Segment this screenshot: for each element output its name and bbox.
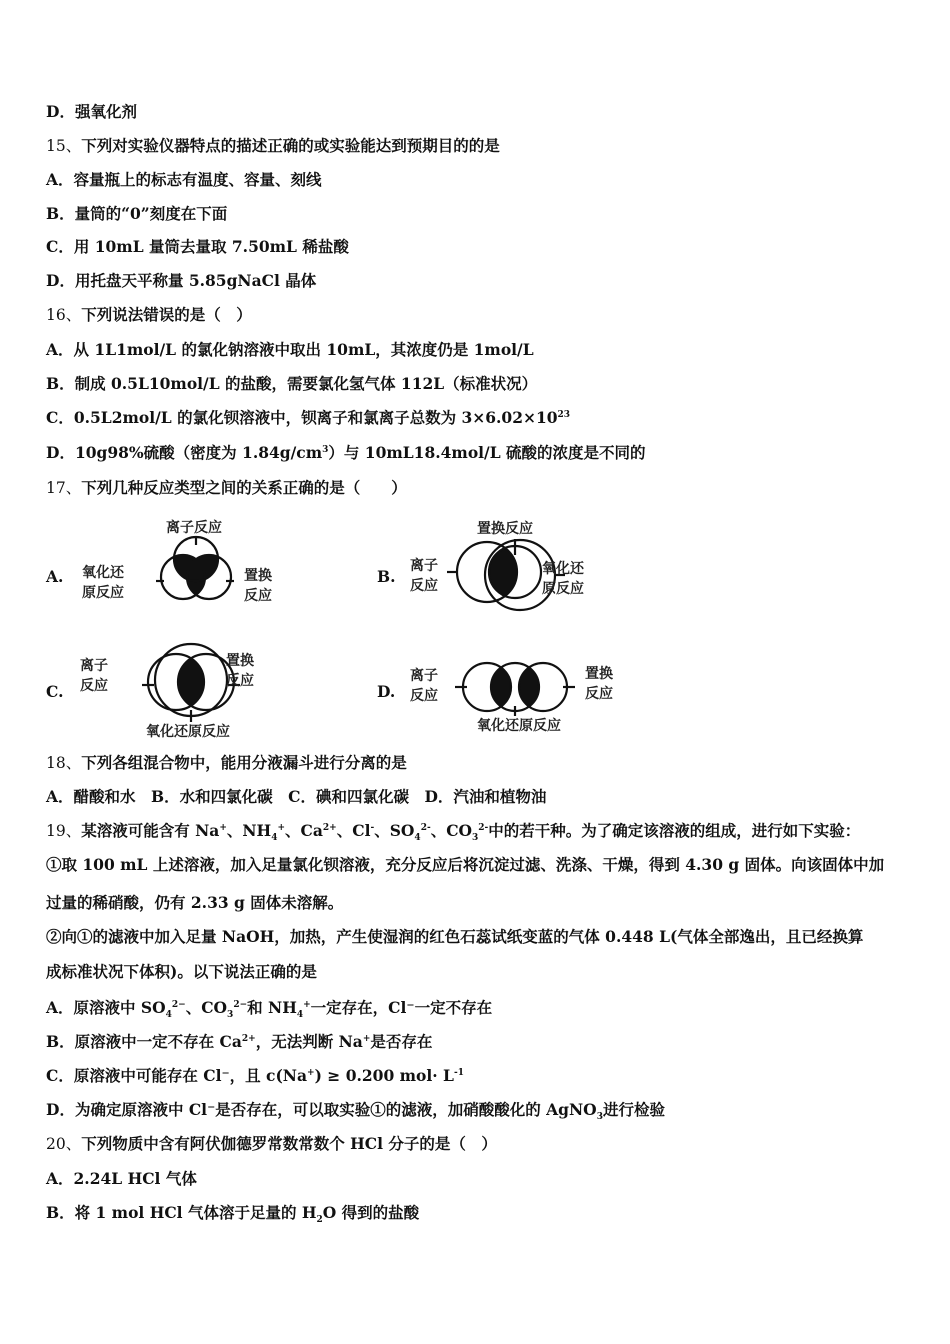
venn-diagram-b bbox=[407, 515, 647, 615]
superscript: 2+ bbox=[322, 822, 337, 833]
label-ion-reaction: 离子 bbox=[80, 658, 108, 674]
question-number: 18、 bbox=[46, 754, 82, 772]
text-line: ①取 100 mL 上述溶液，加入足量氯化钡溶液，充分反应后将沉淀过滤、洗涤、干燥，得到 4.30 g 固体。向该固体中加 bbox=[46, 855, 885, 874]
question-stem: 18、下列各组混合物中，能用分液漏斗进行分离的是 bbox=[46, 753, 407, 772]
text-line: A．原溶液中 $SO_4^{2-}$、$CO_3^{2-}$和 $NH_4^+$一定存在，Cl⁻一定不存在 bbox=[46, 998, 493, 1021]
superscript: 3 bbox=[322, 444, 329, 455]
question-stem: 20、下列物质中含有阿伏伽德罗常数常数个 HCl 分子的是（ ） bbox=[46, 1134, 497, 1153]
superscript: -1 bbox=[453, 1067, 464, 1078]
label-ion-reaction: 离子 bbox=[410, 558, 438, 574]
superscript: 2− bbox=[171, 999, 186, 1010]
subscript: 4 bbox=[165, 1010, 172, 1021]
question-number: 15、 bbox=[46, 137, 82, 155]
text-line: D．用托盘天平称量 5.85gNaCl 晶体 bbox=[46, 271, 317, 290]
superscript: + bbox=[303, 999, 311, 1010]
label-ion-reaction: 离子 bbox=[410, 668, 438, 684]
subscript: 3 bbox=[596, 1112, 603, 1123]
venn-diagram-c bbox=[76, 640, 296, 740]
option-label: B. bbox=[377, 567, 396, 586]
text-line: A．醋酸和水 B．水和四氯化碳 C．碘和四氯化碳 D．汽油和植物油 bbox=[46, 787, 547, 806]
superscript: + bbox=[307, 1067, 315, 1078]
text-line: C．0.5L2mol/L 的氯化钡溶液中，钡离子和氯离子总数为 $3\times 6.02\times 10^{23}$ bbox=[46, 408, 571, 427]
subscript: 4 bbox=[271, 833, 278, 844]
label-substitution: 置换反应 bbox=[477, 521, 533, 537]
subscript: 4 bbox=[414, 833, 421, 844]
superscript: 2+ bbox=[241, 1033, 256, 1044]
superscript: + bbox=[219, 822, 227, 833]
label-substitution: 置换 bbox=[244, 568, 272, 584]
superscript: + bbox=[277, 822, 286, 833]
question-stem: 16、下列说法错误的是（ ） bbox=[46, 305, 252, 324]
label-redox: 氧化还 bbox=[542, 561, 584, 577]
label-substitution: 置换 bbox=[585, 666, 613, 682]
superscript: - bbox=[370, 822, 375, 833]
label-redox: 原反应 bbox=[542, 581, 584, 597]
superscript: 2- bbox=[420, 822, 431, 833]
label-redox: 氧化还 bbox=[82, 565, 124, 581]
text-line: B．原溶液中一定不存在 $Ca^{2+}$，无法判断 Na+是否存在 bbox=[46, 1032, 433, 1051]
subscript: 3 bbox=[227, 1010, 234, 1021]
text-line: B．量筒的“0”刻度在下面 bbox=[46, 204, 228, 223]
label-substitution: 反应 bbox=[585, 686, 613, 702]
text-line: A．容量瓶上的标志有温度、容量、刻线 bbox=[46, 170, 322, 189]
label-redox: 氧化还原反应 bbox=[477, 718, 561, 734]
label-substitution: 反应 bbox=[226, 673, 254, 689]
question-stem: 19、某溶液可能含有 Na+、$NH_4^+$、$Ca^{2+}$、Cl-、$SO_4^{2-}$、$CO_3^{2-}$中的若干种。为了确定该溶液的组成，进行如下实验： bbox=[46, 821, 861, 844]
diagram-option-c bbox=[46, 640, 346, 760]
venn-diagram-d bbox=[407, 640, 647, 740]
question-number: 17、 bbox=[46, 479, 82, 497]
label-redox: 原反应 bbox=[82, 585, 124, 601]
diagram-option-b bbox=[377, 515, 677, 635]
text-line: C．原溶液中可能存在 Cl⁻，且 c(Na+) ≥ 0.200 $mol\cdot L^{-1}$ bbox=[46, 1066, 464, 1085]
question-number: 20、 bbox=[46, 1135, 82, 1153]
text-line: A．2.24L HCl 气体 bbox=[46, 1169, 197, 1188]
option-label: C. bbox=[46, 682, 64, 701]
superscript: 23 bbox=[557, 409, 571, 420]
option-label: D. bbox=[377, 682, 396, 701]
superscript: + bbox=[362, 1033, 371, 1044]
label-substitution: 置换 bbox=[226, 653, 254, 669]
label-ion-reaction: 离子反应 bbox=[166, 520, 222, 536]
venn-diagram-a bbox=[76, 515, 296, 615]
text-line: ②向①的滤液中加入足量 NaOH，加热，产生使湿润的红色石蕊试纸变蓝的气体 0.448 L(气体全部逸出，且已经换算 bbox=[46, 927, 864, 946]
text-line: D．10g98%硫酸（密度为 $1.84g/cm^3$）与 10mL18.4mol/L 硫酸的浓度是不同的 bbox=[46, 443, 646, 462]
diagram-option-d bbox=[377, 640, 677, 760]
superscript: 2- bbox=[478, 822, 489, 833]
text-line: B．制成 0.5L10mol/L 的盐酸，需要氯化氢气体 112L（标准状况） bbox=[46, 374, 538, 393]
text-line: D．为确定原溶液中 Cl⁻是否存在，可以取实验①的滤液，加硝酸酸化的 AgNO$_3$进行检验 bbox=[46, 1100, 665, 1123]
text-line: A．从 1L1mol/L 的氯化钠溶液中取出 10mL，其浓度仍是 1mol/L bbox=[46, 340, 534, 359]
question-stem: 15、下列对实验仪器特点的描述正确的或实验能达到预期目的的是 bbox=[46, 136, 500, 155]
label-redox: 氧化还原反应 bbox=[146, 724, 230, 740]
text-line: D．强氧化剂 bbox=[46, 102, 137, 121]
diagram-option-a bbox=[46, 515, 346, 635]
superscript: 2− bbox=[233, 999, 248, 1010]
text-line: B．将 1 mol HCl 气体溶于足量的 $H_2O$ 得到的盐酸 bbox=[46, 1203, 420, 1226]
option-label: A. bbox=[46, 567, 64, 586]
subscript: 3 bbox=[472, 833, 479, 844]
text-line: C．用 10mL 量筒去量取 7.50mL 稀盐酸 bbox=[46, 237, 349, 256]
subscript: 2 bbox=[316, 1215, 323, 1226]
text-line: 过量的稀硝酸，仍有 2.33 g 固体未溶解。 bbox=[46, 893, 344, 912]
subscript: 4 bbox=[296, 1010, 304, 1021]
label-substitution: 反应 bbox=[244, 588, 272, 604]
label-ion-reaction: 反应 bbox=[410, 578, 438, 594]
question-number: 19、 bbox=[46, 822, 82, 840]
label-ion-reaction: 反应 bbox=[410, 688, 438, 704]
text-line: 成标准状况下体积)。以下说法正确的是 bbox=[46, 962, 317, 981]
question-stem: 17、下列几种反应类型之间的关系正确的是（ ） bbox=[46, 478, 407, 497]
question-number: 16、 bbox=[46, 306, 82, 324]
label-ion-reaction: 反应 bbox=[80, 678, 108, 694]
